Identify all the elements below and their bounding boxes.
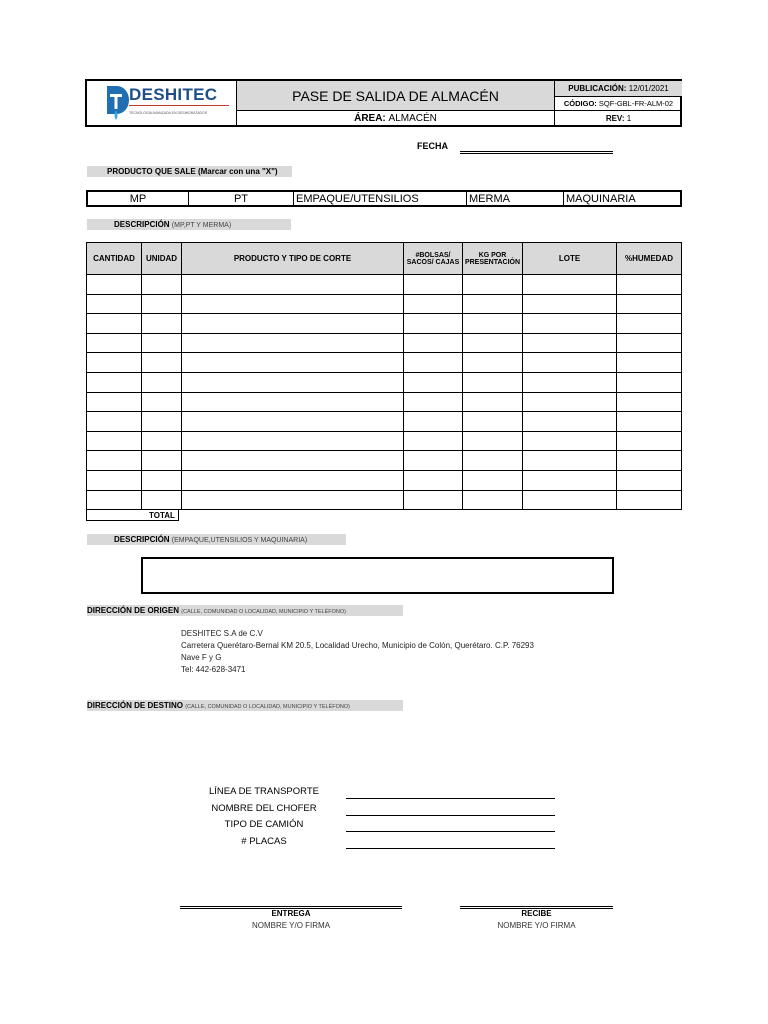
- table-cell[interactable]: [142, 490, 182, 510]
- placas-label: # PLACAS: [241, 835, 287, 847]
- fecha-label: FECHA: [417, 141, 448, 151]
- company-logo: [101, 84, 233, 124]
- table-cell[interactable]: [182, 490, 404, 510]
- table-cell[interactable]: [404, 353, 463, 373]
- linea-transporte-field[interactable]: [346, 798, 555, 799]
- publicacion-value: 12/01/2021: [628, 84, 669, 93]
- origen-label-bar: [87, 605, 403, 616]
- table-cell[interactable]: [142, 451, 182, 471]
- table-cell[interactable]: [87, 275, 142, 295]
- destino-note: (CALLE, COMUNIDAD O LOCALIDAD, MUNICIPIO Y TELÉFONO): [185, 704, 350, 710]
- table-cell[interactable]: [463, 353, 523, 373]
- table-cell[interactable]: [142, 314, 182, 334]
- table-cell[interactable]: [404, 275, 463, 295]
- table-cell[interactable]: [182, 451, 404, 471]
- table-cell[interactable]: [182, 431, 404, 451]
- table-row: [87, 372, 682, 392]
- table-cell[interactable]: [617, 412, 682, 432]
- table-cell[interactable]: [87, 490, 142, 510]
- chofer-label: NOMBRE DEL CHOFER: [211, 802, 317, 814]
- col-cantidad: CANTIDAD: [87, 243, 142, 275]
- logo-tagline: TECNOLOGÍA AVANZADA EN DESHIDRATADOS: [129, 111, 208, 115]
- origen-line-2: Carretera Querétaro-Bernal KM 20.5, Localidad Urecho, Municipio de Colón, Querétaro. C.P. 76293: [181, 641, 534, 650]
- table-cell[interactable]: [404, 490, 463, 510]
- origen-address: [181, 628, 534, 676]
- table-cell[interactable]: [182, 353, 404, 373]
- descripcion1-label: DESCRIPCIÓN: [114, 220, 170, 229]
- table-cell[interactable]: [617, 431, 682, 451]
- document-header: [85, 79, 682, 127]
- table-cell[interactable]: [523, 392, 617, 412]
- table-cell[interactable]: [404, 392, 463, 412]
- table-cell[interactable]: [463, 372, 523, 392]
- col-lote: LOTE: [523, 243, 617, 275]
- table-cell[interactable]: [87, 412, 142, 432]
- origen-line-3: Nave F y G: [181, 653, 222, 662]
- document-title: PASE DE SALIDA DE ALMACÉN: [237, 81, 554, 110]
- producto-label: PRODUCTO QUE SALE (Marcar con una "X"): [87, 166, 292, 177]
- option-maquinaria[interactable]: MAQUINARIA: [564, 191, 682, 206]
- col-unidad: UNIDAD: [142, 243, 182, 275]
- table-cell[interactable]: [523, 470, 617, 490]
- col-bolsas: #BOLSAS/ SACOS/ CAJAS: [404, 243, 463, 275]
- products-table: [86, 242, 682, 510]
- table-cell[interactable]: [182, 470, 404, 490]
- total-label: TOTAL: [149, 511, 175, 520]
- origen-line-1: DESHITEC S.A de C.V: [181, 629, 263, 638]
- recibe-sub: NOMBRE Y/O FIRMA: [497, 921, 576, 930]
- total-cell: [86, 509, 179, 521]
- table-cell[interactable]: [523, 333, 617, 353]
- table-cell[interactable]: [523, 431, 617, 451]
- table-cell[interactable]: [404, 294, 463, 314]
- col-humedad: %HUMEDAD: [617, 243, 682, 275]
- table-row: [87, 392, 682, 412]
- origen-note: (CALLE, COMUNIDAD O LOCALIDAD, MUNICIPIO Y TELÉFONO): [181, 609, 346, 615]
- transporte-labels: [200, 784, 328, 850]
- table-cell[interactable]: [463, 333, 523, 353]
- codigo-value: SQF-GBL-FR-ALM-02: [598, 99, 674, 108]
- camion-label: TIPO DE CAMIÓN: [224, 819, 304, 830]
- table-cell[interactable]: [463, 314, 523, 334]
- area-label: ÁREA:: [354, 112, 386, 124]
- table-cell[interactable]: [142, 431, 182, 451]
- table-cell[interactable]: [182, 333, 404, 353]
- table-row: [87, 353, 682, 373]
- descripcion2-box[interactable]: [141, 557, 614, 594]
- option-pt[interactable]: PT: [189, 191, 294, 206]
- table-cell[interactable]: [523, 372, 617, 392]
- table-cell[interactable]: [617, 372, 682, 392]
- table-cell[interactable]: [87, 353, 142, 373]
- table-cell[interactable]: [182, 412, 404, 432]
- table-row: [87, 333, 682, 353]
- entrega-label: ENTREGA: [271, 909, 311, 918]
- table-cell[interactable]: [463, 470, 523, 490]
- table-cell[interactable]: [617, 470, 682, 490]
- table-cell[interactable]: [617, 275, 682, 295]
- table-cell[interactable]: [523, 490, 617, 510]
- col-kg: KG POR PRESENTACIÓN: [463, 243, 523, 275]
- table-cell[interactable]: [404, 333, 463, 353]
- table-cell[interactable]: [142, 353, 182, 373]
- table-cell[interactable]: [617, 451, 682, 471]
- producto-options: [86, 190, 682, 207]
- table-row: [87, 490, 682, 510]
- destino-label-bar: [87, 700, 403, 711]
- entrega-sub: NOMBRE Y/O FIRMA: [251, 921, 331, 930]
- table-cell[interactable]: [404, 372, 463, 392]
- table-cell[interactable]: [182, 294, 404, 314]
- table-cell[interactable]: [404, 412, 463, 432]
- table-row: [87, 412, 682, 432]
- table-cell[interactable]: [182, 392, 404, 412]
- table-cell[interactable]: [463, 392, 523, 412]
- table-cell[interactable]: [617, 294, 682, 314]
- recibe-signature-line[interactable]: [460, 906, 613, 907]
- origen-label: DIRECCIÓN DE ORIGEN: [87, 606, 180, 615]
- table-cell[interactable]: [142, 470, 182, 490]
- fecha-field[interactable]: [460, 151, 613, 152]
- option-empaque[interactable]: EMPAQUE/UTENSILIOS: [294, 191, 467, 206]
- table-cell[interactable]: [142, 372, 182, 392]
- table-cell[interactable]: [87, 294, 142, 314]
- descripcion1-note: (MP,PT Y MERMA): [171, 222, 232, 229]
- table-cell[interactable]: [523, 314, 617, 334]
- table-cell[interactable]: [463, 275, 523, 295]
- table-row: [87, 314, 682, 334]
- col-producto: PRODUCTO Y TIPO DE CORTE: [182, 243, 404, 275]
- table-cell[interactable]: [463, 490, 523, 510]
- table-cell[interactable]: [523, 412, 617, 432]
- table-cell[interactable]: [87, 431, 142, 451]
- origen-line-4: Tel: 442-628-3471: [181, 665, 246, 674]
- option-merma[interactable]: MERMA: [467, 191, 564, 206]
- table-cell[interactable]: [87, 392, 142, 412]
- descripcion2-note: (EMPAQUE,UTENSILIOS Y MAQUINARIA): [171, 537, 308, 544]
- table-cell[interactable]: [404, 431, 463, 451]
- table-cell[interactable]: [617, 490, 682, 510]
- linea-transporte-label: LÍNEA DE TRANSPORTE: [209, 786, 319, 797]
- table-row: [87, 431, 682, 451]
- table-cell[interactable]: [142, 294, 182, 314]
- descripcion1-label-bar: [87, 219, 291, 230]
- table-header-row: [87, 243, 682, 275]
- table-cell[interactable]: [142, 412, 182, 432]
- table-cell[interactable]: [87, 451, 142, 471]
- table-cell[interactable]: [404, 451, 463, 471]
- descripcion2-label-bar: [87, 534, 346, 545]
- camion-field[interactable]: [346, 831, 555, 832]
- rev-row: REV: 1: [605, 113, 632, 123]
- table-cell[interactable]: [463, 294, 523, 314]
- table-cell[interactable]: [87, 470, 142, 490]
- table-cell[interactable]: [182, 372, 404, 392]
- rev-value: 1: [626, 113, 632, 123]
- table-cell[interactable]: [523, 451, 617, 471]
- table-cell[interactable]: [87, 372, 142, 392]
- table-cell[interactable]: [87, 333, 142, 353]
- table-cell[interactable]: [523, 275, 617, 295]
- placas-field[interactable]: [346, 848, 555, 849]
- table-cell[interactable]: [617, 392, 682, 412]
- table-row: [87, 470, 682, 490]
- area-row: [237, 111, 554, 125]
- table-cell[interactable]: [463, 412, 523, 432]
- logo-text: DESHITEC: [129, 85, 218, 104]
- recibe-label: RECIBE: [521, 909, 552, 918]
- destino-label: DIRECCIÓN DE DESTINO: [87, 701, 184, 710]
- table-cell[interactable]: [617, 353, 682, 373]
- table-row: [87, 294, 682, 314]
- table-cell[interactable]: [523, 294, 617, 314]
- table-row: [87, 275, 682, 295]
- table-cell[interactable]: [617, 333, 682, 353]
- descripcion2-label: DESCRIPCIÓN: [114, 535, 170, 544]
- table-cell[interactable]: [142, 392, 182, 412]
- table-cell[interactable]: [463, 451, 523, 471]
- table-cell[interactable]: [523, 353, 617, 373]
- table-row: [87, 451, 682, 471]
- table-cell[interactable]: [404, 470, 463, 490]
- table-cell[interactable]: [182, 275, 404, 295]
- deshitec-logo-icon: [101, 84, 129, 122]
- table-cell[interactable]: [87, 314, 142, 334]
- area-value: ALMACÉN: [388, 112, 437, 124]
- table-cell[interactable]: [463, 431, 523, 451]
- table-cell[interactable]: [617, 314, 682, 334]
- option-mp[interactable]: MP: [87, 191, 189, 206]
- table-cell[interactable]: [142, 275, 182, 295]
- entrega-signature-line[interactable]: [180, 906, 402, 907]
- table-cell[interactable]: [404, 314, 463, 334]
- publicacion-row: PUBLICACIÓN: 12/01/2021: [555, 81, 682, 96]
- chofer-field[interactable]: [346, 815, 555, 816]
- table-cell[interactable]: [182, 314, 404, 334]
- codigo-row: CÓDIGO: SQF-GBL-FR-ALM-02: [563, 99, 674, 108]
- table-cell[interactable]: [142, 333, 182, 353]
